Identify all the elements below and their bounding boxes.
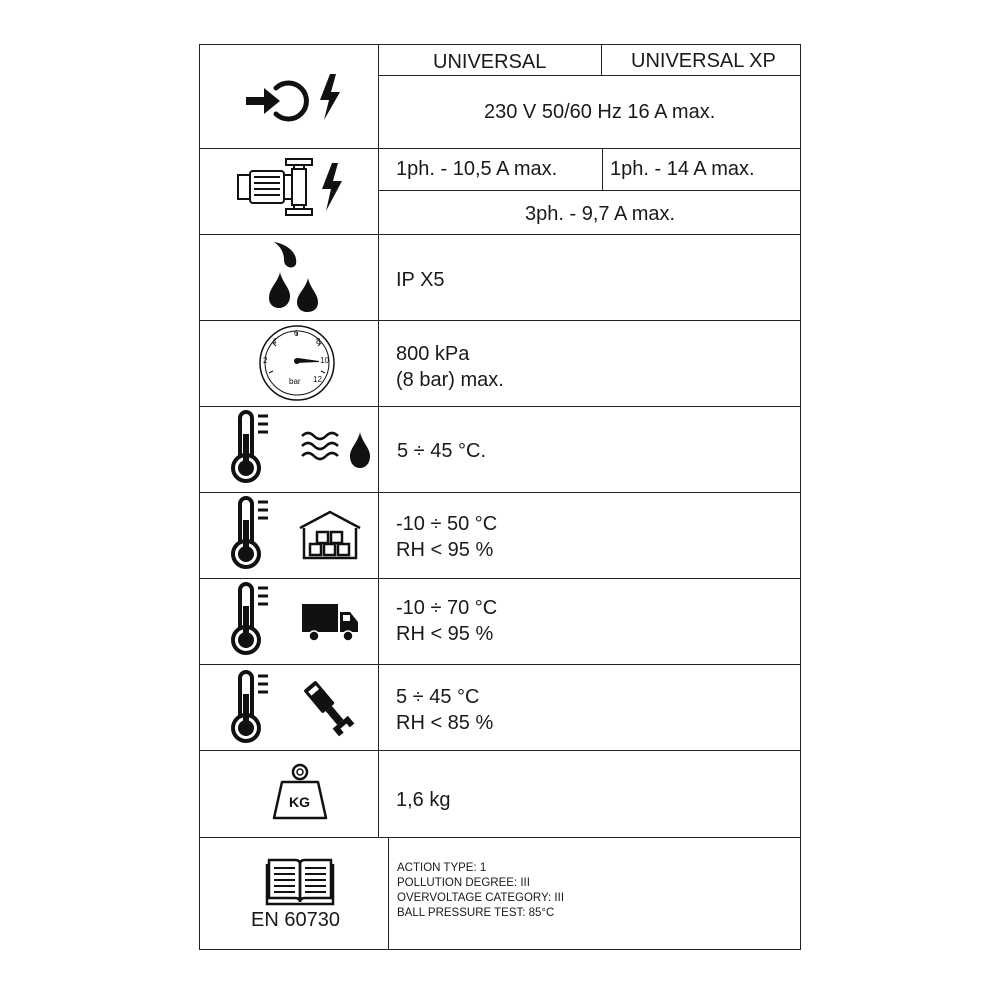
storage-humidity-value: RH < 95 %: [396, 539, 494, 561]
transport-humidity-value: RH < 95 %: [396, 623, 494, 645]
pressure-value-kpa: 800 kPa: [396, 343, 470, 365]
standard-line-action-type: ACTION TYPE: 1: [397, 862, 487, 874]
row-line: [199, 320, 801, 321]
pump-motor-icon: [234, 155, 354, 225]
power-input-icon: [240, 70, 360, 130]
row-line: [199, 492, 801, 493]
standard-label: EN 60730: [251, 909, 340, 931]
gauge-label: 6: [294, 329, 299, 338]
pressure-value-bar: (8 bar) max.: [396, 369, 504, 391]
current-divider: [602, 148, 603, 190]
thermometer-fluid-icon: [226, 410, 386, 486]
pressure-gauge-icon: [257, 323, 337, 403]
row-line: [199, 750, 801, 751]
thermometer-storage-icon: [226, 496, 366, 572]
column-divider: [388, 837, 389, 950]
row-line: [199, 234, 801, 235]
motor-current-3ph: 3ph. - 9,7 A max.: [525, 203, 676, 225]
gauge-label: 4: [272, 337, 277, 346]
thermometer-transport-icon: [226, 582, 366, 658]
current-sub-line: [378, 190, 801, 191]
weight-value: 1,6 kg: [396, 789, 451, 811]
standard-line-pollution-degree: POLLUTION DEGREE: III: [397, 877, 530, 889]
power-supply-value: 230 V 50/60 Hz 16 A max.: [484, 101, 716, 123]
motor-current-1ph-universal: 1ph. - 10,5 A max.: [396, 158, 558, 180]
water-drops-icon: [266, 238, 326, 318]
operation-temperature-value: 5 ÷ 45 °C: [396, 686, 480, 708]
row-line: [199, 406, 801, 407]
storage-temperature-value: -10 ÷ 50 °C: [396, 513, 498, 535]
row-line: [199, 578, 801, 579]
header-divider: [601, 44, 602, 76]
standard-line-overvoltage-category: OVERVOLTAGE CATEGORY: III: [397, 892, 565, 904]
header-universal-xp: UNIVERSAL XP: [631, 50, 776, 72]
gauge-label: 2: [263, 356, 268, 365]
ip-rating-value: IP X5: [396, 269, 445, 291]
transport-temperature-value: -10 ÷ 70 °C: [396, 597, 498, 619]
operation-humidity-value: RH < 85 %: [396, 712, 494, 734]
weight-icon-label: KG: [289, 794, 310, 810]
header-universal: UNIVERSAL: [433, 51, 547, 73]
row-line: [199, 148, 801, 149]
standard-line-ball-pressure-test: BALL PRESSURE TEST: 85°C: [397, 907, 555, 919]
weight-icon: [272, 762, 332, 826]
row-line: [199, 664, 801, 665]
fluid-temperature-value: 5 ÷ 45 °C.: [397, 440, 487, 462]
header-bottom-line: [378, 75, 801, 76]
gauge-unit: bar: [289, 377, 301, 386]
gauge-label: 10: [320, 356, 329, 365]
manual-book-icon: [265, 854, 335, 906]
motor-current-1ph-universal-xp: 1ph. - 14 A max.: [610, 158, 755, 180]
thermometer-operation-icon: [226, 670, 366, 746]
row-line: [199, 837, 801, 838]
gauge-label: 12: [313, 375, 322, 384]
gauge-label: 8: [316, 337, 321, 346]
